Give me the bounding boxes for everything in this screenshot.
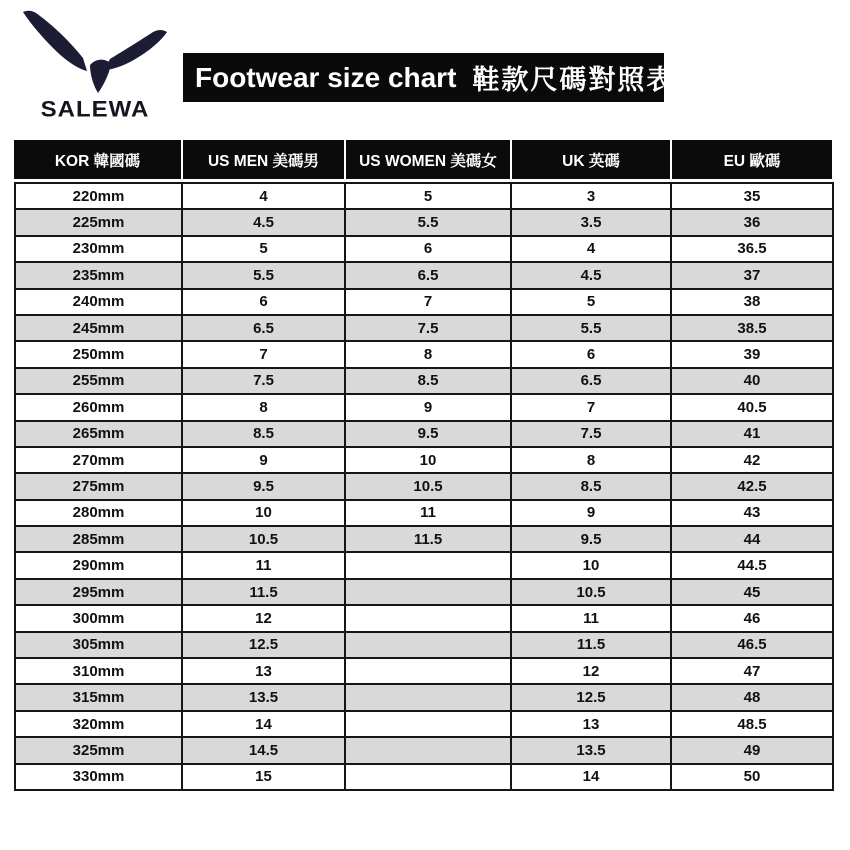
size-cell: 11 — [182, 552, 345, 578]
size-cell: 5 — [511, 289, 671, 315]
size-cell: 44.5 — [671, 552, 833, 578]
column-header-3: UK 英碼 — [510, 140, 670, 179]
size-cell: 8.5 — [182, 421, 345, 447]
size-cell: 8 — [182, 394, 345, 420]
size-cell: 7.5 — [182, 368, 345, 394]
size-cell: 10 — [511, 552, 671, 578]
size-cell: 5.5 — [345, 209, 511, 235]
table-row — [15, 315, 833, 341]
table-row — [15, 526, 833, 552]
size-cell: 3 — [511, 183, 671, 209]
size-cell: 10.5 — [182, 526, 345, 552]
size-cell: 49 — [671, 737, 833, 763]
size-cell: 235mm — [15, 262, 182, 288]
size-cell: 9.5 — [345, 421, 511, 447]
table-row — [15, 473, 833, 499]
size-cell: 47 — [671, 658, 833, 684]
size-cell: 7 — [345, 289, 511, 315]
size-cell: 3.5 — [511, 209, 671, 235]
table-row — [15, 262, 833, 288]
title-text-en: Footwear size chart — [195, 61, 457, 93]
size-cell: 325mm — [15, 737, 182, 763]
size-cell: 38 — [671, 289, 833, 315]
size-cell: 5.5 — [511, 315, 671, 341]
table-row — [15, 500, 833, 526]
size-cell: 44 — [671, 526, 833, 552]
size-cell: 8.5 — [511, 473, 671, 499]
size-cell: 305mm — [15, 632, 182, 658]
size-cell: 42 — [671, 447, 833, 473]
size-cell: 11.5 — [511, 632, 671, 658]
table-row — [15, 341, 833, 367]
table-row — [15, 421, 833, 447]
size-cell: 15 — [182, 764, 345, 790]
size-cell: 5 — [345, 183, 511, 209]
salewa-eagle-icon — [20, 8, 170, 100]
size-cell: 14.5 — [182, 737, 345, 763]
size-cell: 43 — [671, 500, 833, 526]
size-cell: 4 — [511, 236, 671, 262]
size-cell: 14 — [182, 711, 345, 737]
size-cell: 320mm — [15, 711, 182, 737]
size-cell — [345, 684, 511, 710]
column-header-1: US MEN 美碼男 — [181, 140, 344, 179]
size-cell: 39 — [671, 341, 833, 367]
size-cell: 38.5 — [671, 315, 833, 341]
size-cell: 12 — [182, 605, 345, 631]
table-row — [15, 658, 833, 684]
size-cell: 9.5 — [511, 526, 671, 552]
size-cell: 4 — [182, 183, 345, 209]
size-cell: 7 — [511, 394, 671, 420]
size-cell: 10.5 — [345, 473, 511, 499]
size-cell: 46.5 — [671, 632, 833, 658]
table-row — [15, 684, 833, 710]
size-chart-table — [14, 182, 834, 791]
size-cell: 5 — [182, 236, 345, 262]
size-cell — [345, 632, 511, 658]
column-header-0: KOR 韓國碼 — [54, 152, 141, 170]
size-cell: 13.5 — [511, 737, 671, 763]
size-cell: 295mm — [15, 579, 182, 605]
size-cell: 36.5 — [671, 236, 833, 262]
size-cell: 4.5 — [511, 262, 671, 288]
size-cell — [345, 579, 511, 605]
size-cell: 285mm — [15, 526, 182, 552]
column-header-4: EU 歐碼 — [670, 140, 832, 179]
size-cell: 12.5 — [182, 632, 345, 658]
size-cell: 40 — [671, 368, 833, 394]
size-cell: 13.5 — [182, 684, 345, 710]
size-cell: 50 — [671, 764, 833, 790]
size-cell: 6.5 — [511, 368, 671, 394]
size-cell: 48 — [671, 684, 833, 710]
size-cell: 250mm — [15, 341, 182, 367]
table-row — [15, 209, 833, 235]
size-cell: 14 — [511, 764, 671, 790]
size-cell: 11.5 — [182, 579, 345, 605]
size-cell: 45 — [671, 579, 833, 605]
size-cell: 6 — [345, 236, 511, 262]
table-row — [15, 447, 833, 473]
size-cell — [345, 764, 511, 790]
size-cell: 42.5 — [671, 473, 833, 499]
size-cell: 9 — [182, 447, 345, 473]
table-row — [15, 579, 833, 605]
size-cell: 10.5 — [511, 579, 671, 605]
size-cell: 41 — [671, 421, 833, 447]
size-cell — [345, 658, 511, 684]
size-cell: 225mm — [15, 209, 182, 235]
size-cell — [345, 605, 511, 631]
size-cell: 13 — [182, 658, 345, 684]
size-cell: 11.5 — [345, 526, 511, 552]
size-cell: 290mm — [15, 552, 182, 578]
size-cell: 245mm — [15, 315, 182, 341]
size-cell: 12 — [511, 658, 671, 684]
size-cell: 255mm — [15, 368, 182, 394]
table-row — [15, 289, 833, 315]
size-table-body — [15, 183, 833, 790]
size-cell: 220mm — [15, 183, 182, 209]
size-cell: 9.5 — [182, 473, 345, 499]
size-cell: 270mm — [15, 447, 182, 473]
size-cell: 6 — [182, 289, 345, 315]
size-cell: 46 — [671, 605, 833, 631]
size-cell: 10 — [345, 447, 511, 473]
size-cell: 6.5 — [182, 315, 345, 341]
size-cell: 13 — [511, 711, 671, 737]
size-cell: 260mm — [15, 394, 182, 420]
size-cell — [345, 737, 511, 763]
size-cell — [345, 552, 511, 578]
title-text-zh: 鞋款尺碼對照表 — [472, 65, 676, 95]
size-cell: 5.5 — [182, 262, 345, 288]
size-cell: 240mm — [15, 289, 182, 315]
size-cell: 280mm — [15, 500, 182, 526]
table-row — [15, 236, 833, 262]
size-cell: 9 — [345, 394, 511, 420]
size-cell: 11 — [345, 500, 511, 526]
brand-wordmark: SALEWA — [40, 97, 150, 122]
table-row — [15, 605, 833, 631]
table-row — [15, 764, 833, 790]
table-row — [15, 183, 833, 209]
table-row — [15, 737, 833, 763]
table-row — [15, 394, 833, 420]
size-cell: 9 — [511, 500, 671, 526]
size-cell: 8 — [511, 447, 671, 473]
title-bar — [183, 53, 676, 102]
size-cell: 7.5 — [511, 421, 671, 447]
table-row — [15, 632, 833, 658]
size-cell: 11 — [511, 605, 671, 631]
size-cell: 310mm — [15, 658, 182, 684]
size-cell: 315mm — [15, 684, 182, 710]
size-cell: 7 — [182, 341, 345, 367]
table-row — [15, 552, 833, 578]
column-header-2: US WOMEN 美碼女 — [344, 140, 510, 179]
size-cell — [345, 711, 511, 737]
size-cell: 8 — [345, 341, 511, 367]
table-row — [15, 711, 833, 737]
size-cell: 8.5 — [345, 368, 511, 394]
size-cell: 4.5 — [182, 209, 345, 235]
table-header-row — [14, 140, 832, 179]
size-cell: 7.5 — [345, 315, 511, 341]
size-cell: 35 — [671, 183, 833, 209]
size-cell: 300mm — [15, 605, 182, 631]
size-cell: 330mm — [15, 764, 182, 790]
size-cell: 275mm — [15, 473, 182, 499]
size-cell: 37 — [671, 262, 833, 288]
size-cell: 6 — [511, 341, 671, 367]
size-cell: 230mm — [15, 236, 182, 262]
size-cell: 40.5 — [671, 394, 833, 420]
salewa-logo — [18, 8, 172, 124]
size-cell: 48.5 — [671, 711, 833, 737]
size-cell: 10 — [182, 500, 345, 526]
size-cell: 6.5 — [345, 262, 511, 288]
table-row — [15, 368, 833, 394]
size-cell: 12.5 — [511, 684, 671, 710]
size-cell: 36 — [671, 209, 833, 235]
size-cell: 265mm — [15, 421, 182, 447]
